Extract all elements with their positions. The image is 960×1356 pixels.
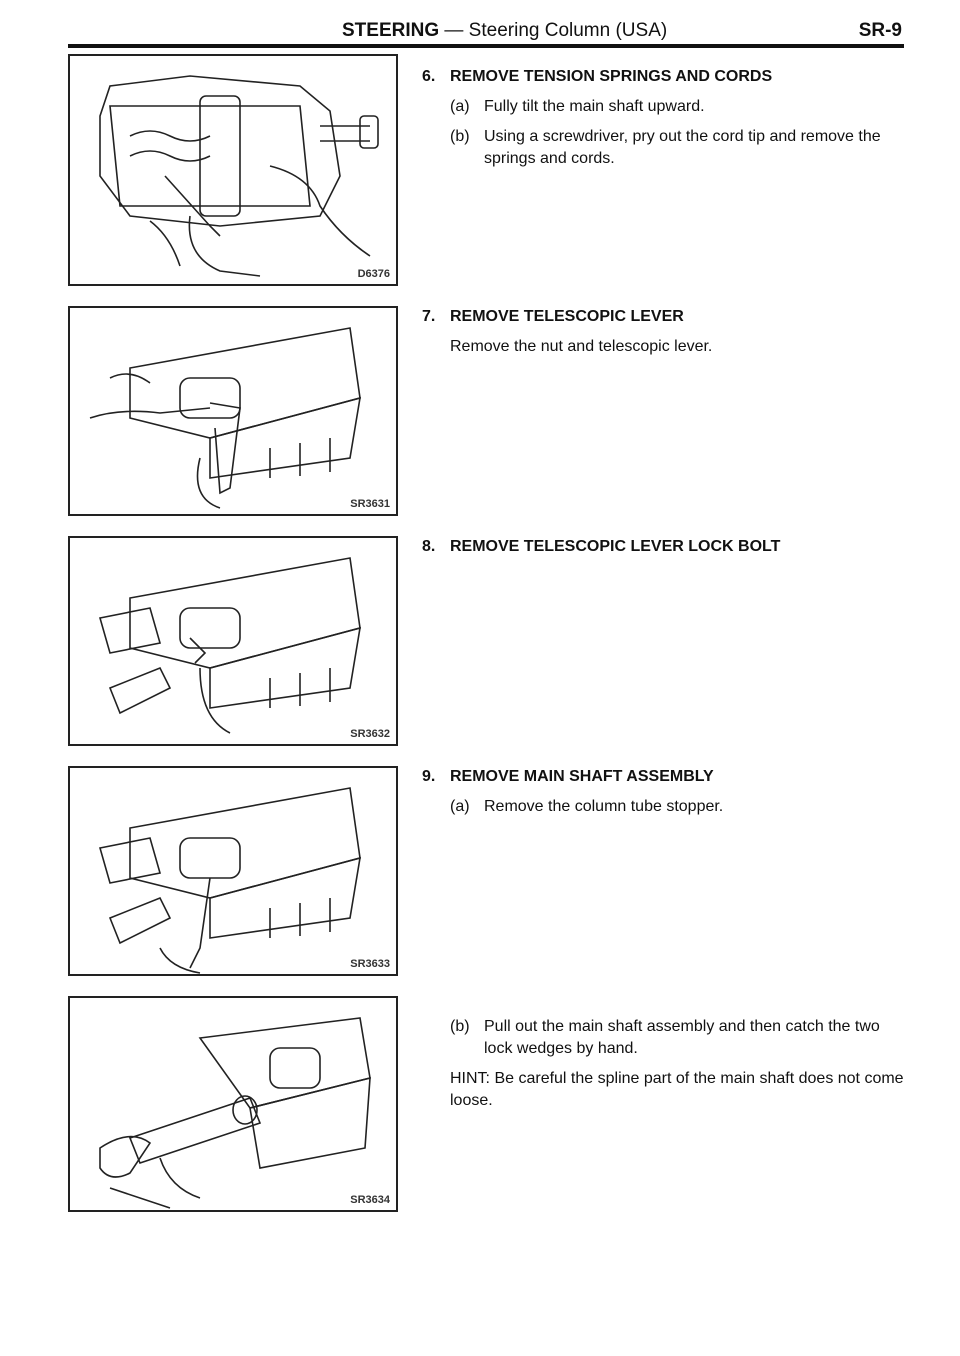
hint-note: HINT: Be careful the spline part of the main shaft does not come loose. (450, 1070, 904, 1109)
substep-text: Pull out the main shaft assembly and then catch the two lock wedges by hand. (484, 1018, 880, 1057)
figure-telescopic-lever-illustration (70, 308, 400, 518)
step-9 (422, 766, 912, 818)
step-title: REMOVE TELESCOPIC LEVER LOCK BOLT (450, 538, 781, 555)
step-number: 9. (422, 768, 436, 785)
substep-text: Remove the column tube stopper. (484, 798, 724, 815)
step-title: REMOVE TELESCOPIC LEVER (450, 308, 684, 325)
figure-tension-springs (68, 54, 398, 286)
figure-code: SR3631 (350, 498, 390, 510)
step-heading (422, 306, 912, 328)
section-title-bold: STEERING (342, 20, 440, 41)
figure-code: D6376 (357, 268, 390, 280)
figure-code: SR3633 (350, 958, 390, 970)
substep (450, 126, 912, 170)
step-title: REMOVE MAIN SHAFT ASSEMBLY (450, 768, 714, 785)
section-title-sub: — Steering Column (USA) (444, 20, 668, 41)
figure-telescopic-lever (68, 306, 398, 516)
step-text: Remove the nut and telescopic lever. (450, 338, 713, 355)
substep (450, 1016, 912, 1060)
page-number: SR-9 (858, 20, 902, 41)
substep-label: (a) (450, 98, 470, 115)
figure-lever-lock-bolt-illustration (70, 538, 400, 748)
step-8 (422, 536, 912, 558)
figure-column-tube-stopper-illustration (70, 768, 400, 978)
substep-label: (a) (450, 798, 470, 815)
header-rule (68, 44, 904, 48)
figure-code: SR3632 (350, 728, 390, 740)
substep (450, 96, 912, 118)
step-title: REMOVE TENSION SPRINGS AND CORDS (450, 68, 773, 85)
substep-label: (b) (450, 1018, 470, 1035)
substep (450, 796, 912, 818)
step-number: 7. (422, 308, 436, 325)
figure-code: SR3634 (350, 1194, 390, 1206)
step-7 (422, 306, 912, 358)
figure-column-tube-stopper (68, 766, 398, 976)
step-heading (422, 66, 912, 88)
step-number: 6. (422, 68, 436, 85)
page-header (68, 18, 904, 44)
figure-main-shaft-removal (68, 996, 398, 1212)
figure-lever-lock-bolt (68, 536, 398, 746)
step-number: 8. (422, 538, 436, 555)
step-heading (422, 536, 912, 558)
step-heading (422, 766, 912, 788)
step-6 (422, 66, 912, 170)
substep-label: (b) (450, 128, 470, 145)
substep-text: Fully tilt the main shaft upward. (484, 98, 705, 115)
figure-tension-springs-illustration (70, 56, 400, 288)
substep-text: Using a screwdriver, pry out the cord tip and remove the springs and cords. (484, 128, 881, 167)
section-title (342, 20, 667, 42)
figure-main-shaft-removal-illustration (70, 998, 400, 1214)
step-9-continued (450, 1016, 912, 1112)
